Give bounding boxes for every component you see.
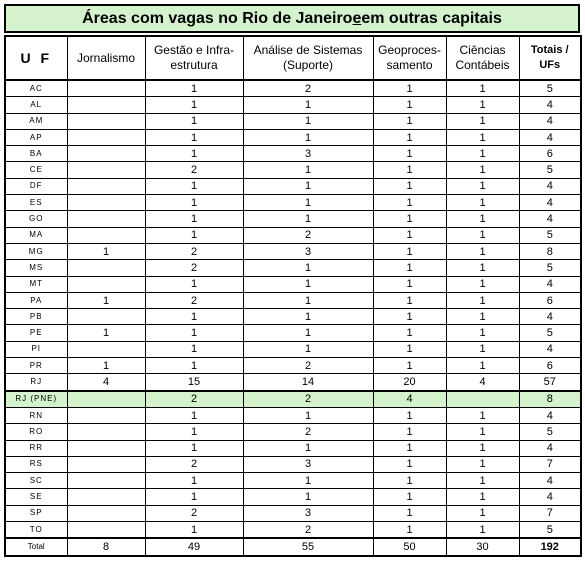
total-cell: 5 [519, 227, 581, 243]
geoprocessamento-cell: 4 [373, 391, 446, 408]
ciencias-cell: 1 [446, 505, 519, 521]
table-row [5, 522, 581, 539]
table-row [5, 243, 581, 259]
total-cell: 4 [519, 129, 581, 145]
geoprocessamento-cell: 1 [373, 211, 446, 227]
total-cell: 4 [519, 489, 581, 505]
uf-cell: RJ [5, 374, 67, 391]
gestao-cell: 1 [145, 195, 243, 211]
uf-cell: RS [5, 456, 67, 472]
ciencias-cell: 1 [446, 424, 519, 440]
analise-cell: 1 [243, 292, 373, 308]
uf-cell: RN [5, 407, 67, 423]
header-totais: Totais / UFs [519, 36, 581, 80]
jornalismo-cell [67, 391, 145, 408]
title-text-underlined: e [352, 9, 362, 27]
geoprocessamento-cell: 1 [373, 162, 446, 178]
header-uf: U F [5, 36, 67, 80]
jornalismo-cell [67, 456, 145, 472]
gestao-cell: 1 [145, 146, 243, 162]
jornalismo-cell [67, 211, 145, 227]
geoprocessamento-cell: 1 [373, 243, 446, 259]
geoprocessamento-cell: 1 [373, 489, 446, 505]
jornalismo-cell [67, 505, 145, 521]
total-cell: 5 [519, 162, 581, 178]
analise-cell: 1 [243, 113, 373, 129]
header-jornalismo: Jornalismo [67, 36, 145, 80]
ciencias-cell: 1 [446, 522, 519, 539]
gestao-cell: 1 [145, 129, 243, 145]
uf-cell: GO [5, 211, 67, 227]
analise-cell: 1 [243, 440, 373, 456]
uf-cell: ES [5, 195, 67, 211]
ciencias-cell: 1 [446, 146, 519, 162]
analise-cell: 14 [243, 374, 373, 391]
table-row [5, 424, 581, 440]
ciencias-cell: 1 [446, 456, 519, 472]
analise-cell: 2 [243, 358, 373, 374]
geoprocessamento-cell: 1 [373, 178, 446, 194]
table-row [5, 113, 581, 129]
gestao-cell: 1 [145, 276, 243, 292]
ciencias-cell: 4 [446, 374, 519, 391]
jornalismo-cell [67, 178, 145, 194]
ciencias-cell [446, 391, 519, 408]
ciencias-cell: 1 [446, 276, 519, 292]
table-row [5, 227, 581, 243]
total-cell: 5 [519, 325, 581, 341]
table-row [5, 456, 581, 472]
total-cell: 4 [519, 341, 581, 357]
analise-cell: 1 [243, 473, 373, 489]
jornalismo-cell: 4 [67, 374, 145, 391]
ciencias-cell: 1 [446, 195, 519, 211]
table-row [5, 162, 581, 178]
uf-cell: RJ (PNE) [5, 391, 67, 408]
gestao-cell: 1 [145, 227, 243, 243]
analise-cell: 3 [243, 456, 373, 472]
gestao-cell: 1 [145, 211, 243, 227]
jornalismo-cell [67, 227, 145, 243]
jornalismo-cell [67, 97, 145, 113]
table-row [5, 325, 581, 341]
jornalismo-cell [67, 440, 145, 456]
ciencias-cell: 1 [446, 129, 519, 145]
analise-cell: 1 [243, 276, 373, 292]
total-cell: 7 [519, 456, 581, 472]
table-row [5, 473, 581, 489]
ciencias-cell: 1 [446, 358, 519, 374]
total-cell: 5 [519, 522, 581, 539]
analise-cell: 1 [243, 162, 373, 178]
jornalismo-cell: 1 [67, 243, 145, 259]
ciencias-cell: 1 [446, 178, 519, 194]
gestao-cell: 1 [145, 489, 243, 505]
total-cell: 4 [519, 407, 581, 423]
geoprocessamento-cell: 1 [373, 227, 446, 243]
geoprocessamento-cell: 1 [373, 260, 446, 276]
gestao-cell: 1 [145, 80, 243, 97]
uf-cell: AP [5, 129, 67, 145]
total-analise-cell: 55 [243, 538, 373, 556]
analise-cell: 2 [243, 522, 373, 539]
gestao-cell: 2 [145, 391, 243, 408]
table-body [5, 80, 581, 556]
uf-cell: SC [5, 473, 67, 489]
ciencias-cell: 1 [446, 440, 519, 456]
analise-cell: 1 [243, 309, 373, 325]
total-cell: 4 [519, 113, 581, 129]
table-row [5, 260, 581, 276]
gestao-cell: 2 [145, 260, 243, 276]
title-text-after: em outras capitais [361, 9, 502, 27]
total-cell: 4 [519, 195, 581, 211]
geoprocessamento-cell: 1 [373, 113, 446, 129]
header-ciencias: Ciências Contábeis [446, 36, 519, 80]
gestao-cell: 15 [145, 374, 243, 391]
gestao-cell: 1 [145, 473, 243, 489]
gestao-cell: 1 [145, 341, 243, 357]
table-row [5, 407, 581, 423]
header-analise: Análise de Sistemas (Suporte) [243, 36, 373, 80]
table-row [5, 391, 581, 408]
total-cell: 8 [519, 243, 581, 259]
analise-cell: 1 [243, 178, 373, 194]
jornalismo-cell [67, 162, 145, 178]
ciencias-cell: 1 [446, 341, 519, 357]
ciencias-cell: 1 [446, 473, 519, 489]
jornalismo-cell: 1 [67, 358, 145, 374]
title-text-before: Áreas com vagas no Rio de Janeiro [82, 9, 353, 27]
jornalismo-cell: 1 [67, 292, 145, 308]
jornalismo-cell [67, 473, 145, 489]
header-gestao: Gestão e Infra-estrutura [145, 36, 243, 80]
jornalismo-cell: 1 [67, 325, 145, 341]
analise-cell: 1 [243, 97, 373, 113]
analise-cell: 1 [243, 195, 373, 211]
geoprocessamento-cell: 1 [373, 195, 446, 211]
total-cell: 4 [519, 211, 581, 227]
geoprocessamento-cell: 1 [373, 505, 446, 521]
geoprocessamento-cell: 1 [373, 456, 446, 472]
gestao-cell: 1 [145, 440, 243, 456]
analise-cell: 2 [243, 391, 373, 408]
ciencias-cell: 1 [446, 80, 519, 97]
table-row [5, 292, 581, 308]
header-row [5, 36, 581, 80]
ciencias-cell: 1 [446, 97, 519, 113]
table-row [5, 80, 581, 97]
geoprocessamento-cell: 1 [373, 522, 446, 539]
total-geoprocessamento-cell: 50 [373, 538, 446, 556]
gestao-cell: 1 [145, 325, 243, 341]
header-geoprocessamento: Geoproces- samento [373, 36, 446, 80]
ciencias-cell: 1 [446, 489, 519, 505]
total-cell: 4 [519, 97, 581, 113]
geoprocessamento-cell: 20 [373, 374, 446, 391]
gestao-cell: 2 [145, 162, 243, 178]
geoprocessamento-cell: 1 [373, 80, 446, 97]
ciencias-cell: 1 [446, 162, 519, 178]
geoprocessamento-cell: 1 [373, 309, 446, 325]
uf-cell: MA [5, 227, 67, 243]
ciencias-cell: 1 [446, 211, 519, 227]
table-row [5, 440, 581, 456]
gestao-cell: 1 [145, 97, 243, 113]
gestao-cell: 1 [145, 309, 243, 325]
total-cell: 4 [519, 178, 581, 194]
vacancies-table [4, 35, 582, 557]
vacancies-table-container [4, 4, 580, 557]
table-row [5, 505, 581, 521]
analise-cell: 1 [243, 341, 373, 357]
jornalismo-cell [67, 341, 145, 357]
uf-cell: TO [5, 522, 67, 539]
analise-cell: 1 [243, 211, 373, 227]
table-row [5, 146, 581, 162]
total-cell: 5 [519, 80, 581, 97]
gestao-cell: 2 [145, 243, 243, 259]
ciencias-cell: 1 [446, 113, 519, 129]
jornalismo-cell [67, 195, 145, 211]
geoprocessamento-cell: 1 [373, 358, 446, 374]
uf-cell: PB [5, 309, 67, 325]
table-row [5, 489, 581, 505]
uf-cell: AM [5, 113, 67, 129]
analise-cell: 1 [243, 129, 373, 145]
table-row [5, 211, 581, 227]
ciencias-cell: 1 [446, 325, 519, 341]
gestao-cell: 1 [145, 178, 243, 194]
total-cell: 57 [519, 374, 581, 391]
uf-cell: PA [5, 292, 67, 308]
analise-cell: 1 [243, 407, 373, 423]
jornalismo-cell [67, 407, 145, 423]
jornalismo-cell [67, 424, 145, 440]
jornalismo-cell [67, 146, 145, 162]
gestao-cell: 2 [145, 505, 243, 521]
geoprocessamento-cell: 1 [373, 407, 446, 423]
total-cell: 4 [519, 276, 581, 292]
total-cell: 6 [519, 292, 581, 308]
table-row [5, 195, 581, 211]
geoprocessamento-cell: 1 [373, 341, 446, 357]
jornalismo-cell [67, 276, 145, 292]
uf-cell: MT [5, 276, 67, 292]
uf-cell: MG [5, 243, 67, 259]
ciencias-cell: 1 [446, 292, 519, 308]
jornalismo-cell [67, 80, 145, 97]
gestao-cell: 1 [145, 424, 243, 440]
geoprocessamento-cell: 1 [373, 97, 446, 113]
geoprocessamento-cell: 1 [373, 473, 446, 489]
gestao-cell: 1 [145, 407, 243, 423]
table-row [5, 129, 581, 145]
table-title [4, 4, 580, 33]
uf-cell: AC [5, 80, 67, 97]
table-row [5, 358, 581, 374]
gestao-cell: 1 [145, 113, 243, 129]
analise-cell: 3 [243, 505, 373, 521]
geoprocessamento-cell: 1 [373, 424, 446, 440]
total-gestao-cell: 49 [145, 538, 243, 556]
table-row [5, 341, 581, 357]
uf-cell: DF [5, 178, 67, 194]
gestao-cell: 1 [145, 358, 243, 374]
total-uf-cell: Total [5, 538, 67, 556]
uf-cell: PR [5, 358, 67, 374]
jornalismo-cell [67, 489, 145, 505]
ciencias-cell: 1 [446, 309, 519, 325]
total-total-cell: 192 [519, 538, 581, 556]
uf-cell: CE [5, 162, 67, 178]
total-cell: 6 [519, 358, 581, 374]
analise-cell: 3 [243, 146, 373, 162]
total-ciencias-cell: 30 [446, 538, 519, 556]
uf-cell: RR [5, 440, 67, 456]
analise-cell: 2 [243, 424, 373, 440]
table-row [5, 374, 581, 391]
uf-cell: RO [5, 424, 67, 440]
uf-cell: PE [5, 325, 67, 341]
total-cell: 7 [519, 505, 581, 521]
table-row [5, 276, 581, 292]
jornalismo-cell [67, 309, 145, 325]
ciencias-cell: 1 [446, 227, 519, 243]
total-cell: 4 [519, 473, 581, 489]
analise-cell: 3 [243, 243, 373, 259]
total-cell: 5 [519, 260, 581, 276]
analise-cell: 2 [243, 80, 373, 97]
geoprocessamento-cell: 1 [373, 440, 446, 456]
uf-cell: MS [5, 260, 67, 276]
total-jornalismo-cell: 8 [67, 538, 145, 556]
analise-cell: 1 [243, 260, 373, 276]
table-row [5, 97, 581, 113]
analise-cell: 2 [243, 227, 373, 243]
ciencias-cell: 1 [446, 407, 519, 423]
gestao-cell: 1 [145, 522, 243, 539]
geoprocessamento-cell: 1 [373, 292, 446, 308]
jornalismo-cell [67, 522, 145, 539]
geoprocessamento-cell: 1 [373, 325, 446, 341]
uf-cell: AL [5, 97, 67, 113]
total-row [5, 538, 581, 556]
gestao-cell: 2 [145, 456, 243, 472]
table-row [5, 178, 581, 194]
total-cell: 8 [519, 391, 581, 408]
table-row [5, 309, 581, 325]
uf-cell: SE [5, 489, 67, 505]
total-cell: 4 [519, 440, 581, 456]
gestao-cell: 2 [145, 292, 243, 308]
analise-cell: 1 [243, 489, 373, 505]
geoprocessamento-cell: 1 [373, 276, 446, 292]
uf-cell: PI [5, 341, 67, 357]
ciencias-cell: 1 [446, 260, 519, 276]
jornalismo-cell [67, 260, 145, 276]
geoprocessamento-cell: 1 [373, 146, 446, 162]
analise-cell: 1 [243, 325, 373, 341]
ciencias-cell: 1 [446, 243, 519, 259]
total-cell: 4 [519, 309, 581, 325]
jornalismo-cell [67, 113, 145, 129]
geoprocessamento-cell: 1 [373, 129, 446, 145]
jornalismo-cell [67, 129, 145, 145]
uf-cell: SP [5, 505, 67, 521]
total-cell: 6 [519, 146, 581, 162]
total-cell: 5 [519, 424, 581, 440]
uf-cell: BA [5, 146, 67, 162]
